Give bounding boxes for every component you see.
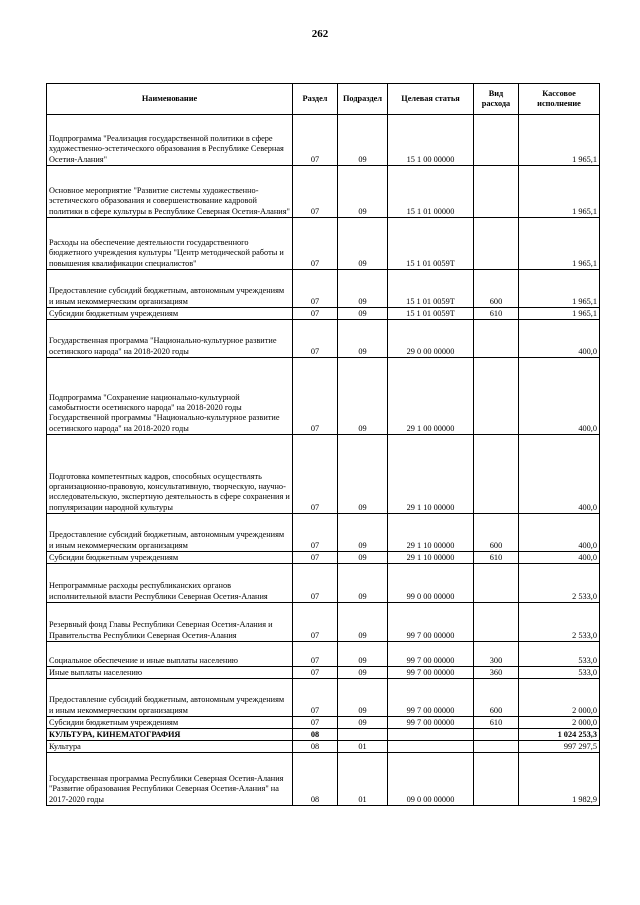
row-subsection: 09 <box>338 717 388 729</box>
row-section: 07 <box>293 270 338 308</box>
row-exp-type <box>474 166 519 218</box>
row-exp-type <box>474 603 519 642</box>
row-name: Предоставление субсидий бюджетным, автономным учреждениям и иным некоммерческим организациям <box>47 679 293 717</box>
row-target: 15 1 01 0059Т <box>388 308 474 320</box>
row-section: 07 <box>293 435 338 514</box>
row-name: Государственная программа "Национально-культурное развитие осетинского народа" на 2018-2020 годы <box>47 320 293 358</box>
table-row <box>47 753 600 806</box>
table-row <box>47 729 600 741</box>
table-row <box>47 218 600 270</box>
row-target: 29 1 10 00000 <box>388 435 474 514</box>
row-target: 29 1 00 00000 <box>388 358 474 435</box>
row-subsection: 09 <box>338 667 388 679</box>
table-row <box>47 679 600 717</box>
row-target: 09 0 00 00000 <box>388 753 474 806</box>
table-row <box>47 166 600 218</box>
row-amount: 997 297,5 <box>519 741 600 753</box>
row-name: Подготовка компетентных кадров, способных осуществлять организационно-правовую, консультативную, творческую, научно-исследовательскую, экспертную деятельность в сфере сохранения и популяризации народной культуры <box>47 435 293 514</box>
row-subsection: 09 <box>338 552 388 564</box>
row-subsection: 09 <box>338 308 388 320</box>
row-name: Государственная программа Республики Северная Осетия-Алания "Развитие образования Республики Северная Осетия-Алания" на 2017-2020 годы <box>47 753 293 806</box>
table-row <box>47 270 600 308</box>
table-row <box>47 741 600 753</box>
row-subsection: 09 <box>338 358 388 435</box>
row-target: 99 7 00 00000 <box>388 717 474 729</box>
budget-table <box>46 83 600 806</box>
table-row <box>47 642 600 667</box>
row-name: Культура <box>47 741 293 753</box>
row-subsection: 09 <box>338 603 388 642</box>
page-number: 262 <box>311 28 329 40</box>
row-subsection: 09 <box>338 270 388 308</box>
table-row <box>47 514 600 552</box>
row-name: Непрограммные расходы республиканских органов исполнительной власти Республики Северная Осетия-Алания <box>47 564 293 603</box>
row-section: 08 <box>293 729 338 741</box>
row-exp-type <box>474 564 519 603</box>
row-subsection: 09 <box>338 435 388 514</box>
row-section: 07 <box>293 603 338 642</box>
row-amount: 1 965,1 <box>519 166 600 218</box>
row-amount: 1 965,1 <box>519 218 600 270</box>
table-row <box>47 603 600 642</box>
row-name: Социальное обеспечение и иные выплаты населению <box>47 642 293 667</box>
row-section: 08 <box>293 753 338 806</box>
table-row <box>47 717 600 729</box>
table-row <box>47 552 600 564</box>
row-name: Подпрограмма "Реализация государственной политики в сфере художественно-эстетического образования в Республике Северная Осетия-Алания" <box>47 115 293 166</box>
row-section: 07 <box>293 717 338 729</box>
header-amount: Кассовое исполнение <box>519 84 600 115</box>
row-amount: 1 965,1 <box>519 308 600 320</box>
row-amount: 1 965,1 <box>519 115 600 166</box>
row-subsection: 09 <box>338 564 388 603</box>
row-target: 15 1 01 0059Т <box>388 270 474 308</box>
row-target: 29 0 00 00000 <box>388 320 474 358</box>
row-subsection: 09 <box>338 166 388 218</box>
row-amount: 1 982,9 <box>519 753 600 806</box>
row-name: Субсидии бюджетным учреждениям <box>47 308 293 320</box>
row-amount: 2 000,0 <box>519 717 600 729</box>
row-subsection: 09 <box>338 642 388 667</box>
table-row <box>47 435 600 514</box>
row-exp-type <box>474 729 519 741</box>
row-name: Подпрограмма "Сохранение национально-культурной самобытности осетинского народа" на 2018-2020 годы Государственной программы "Национально-культурное развитие осетинского народа" на 2018-2020 годы <box>47 358 293 435</box>
row-amount: 400,0 <box>519 552 600 564</box>
row-name: Резервный фонд Главы Республики Северная Осетия-Алания и Правительства Республики Северная Осетия-Алания <box>47 603 293 642</box>
row-amount: 2 533,0 <box>519 603 600 642</box>
row-section: 07 <box>293 514 338 552</box>
row-section: 07 <box>293 308 338 320</box>
row-subsection: 09 <box>338 320 388 358</box>
row-exp-type <box>474 358 519 435</box>
row-target: 99 7 00 00000 <box>388 603 474 642</box>
row-section: 07 <box>293 667 338 679</box>
row-section: 07 <box>293 552 338 564</box>
table-row <box>47 358 600 435</box>
table-header-row <box>47 84 600 115</box>
row-exp-type: 610 <box>474 717 519 729</box>
row-section: 08 <box>293 741 338 753</box>
row-amount: 2 000,0 <box>519 679 600 717</box>
row-target <box>388 741 474 753</box>
row-subsection: 09 <box>338 218 388 270</box>
row-name: Субсидии бюджетным учреждениям <box>47 552 293 564</box>
row-amount: 1 965,1 <box>519 270 600 308</box>
row-name: Предоставление субсидий бюджетным, автономным учреждениям и иным некоммерческим организациям <box>47 270 293 308</box>
row-amount: 400,0 <box>519 514 600 552</box>
row-name: Расходы на обеспечение деятельности государственного бюджетного учреждения культуры "Центр методической работы и повышения квалификации специалистов" <box>47 218 293 270</box>
table-row <box>47 564 600 603</box>
row-subsection: 01 <box>338 753 388 806</box>
row-name: КУЛЬТУРА, КИНЕМАТОГРАФИЯ <box>47 729 293 741</box>
row-target: 15 1 01 0059Т <box>388 218 474 270</box>
row-amount: 533,0 <box>519 642 600 667</box>
row-exp-type: 610 <box>474 552 519 564</box>
row-target <box>388 729 474 741</box>
row-exp-type <box>474 753 519 806</box>
row-target: 99 0 00 00000 <box>388 564 474 603</box>
table-row <box>47 115 600 166</box>
row-exp-type: 610 <box>474 308 519 320</box>
table-row <box>47 667 600 679</box>
header-name: Наименование <box>47 84 293 115</box>
row-subsection: 09 <box>338 115 388 166</box>
row-section: 07 <box>293 166 338 218</box>
row-target: 29 1 10 00000 <box>388 514 474 552</box>
row-section: 07 <box>293 679 338 717</box>
row-exp-type: 600 <box>474 679 519 717</box>
row-exp-type <box>474 320 519 358</box>
row-exp-type: 300 <box>474 642 519 667</box>
header-exp-type: Вид расхода <box>474 84 519 115</box>
row-amount: 400,0 <box>519 435 600 514</box>
header-section: Раздел <box>293 84 338 115</box>
row-target: 99 7 00 00000 <box>388 642 474 667</box>
row-target: 99 7 00 00000 <box>388 679 474 717</box>
row-amount: 2 533,0 <box>519 564 600 603</box>
header-subsection: Подраздел <box>338 84 388 115</box>
row-target: 29 1 10 00000 <box>388 552 474 564</box>
row-exp-type: 360 <box>474 667 519 679</box>
row-section: 07 <box>293 115 338 166</box>
row-amount: 400,0 <box>519 320 600 358</box>
row-subsection: 09 <box>338 514 388 552</box>
row-section: 07 <box>293 218 338 270</box>
row-name: Предоставление субсидий бюджетным, автономным учреждениям и иным некоммерческим организациям <box>47 514 293 552</box>
row-section: 07 <box>293 358 338 435</box>
row-exp-type <box>474 741 519 753</box>
row-subsection <box>338 729 388 741</box>
row-amount: 533,0 <box>519 667 600 679</box>
row-name: Субсидии бюджетным учреждениям <box>47 717 293 729</box>
header-target: Целевая статья <box>388 84 474 115</box>
row-subsection: 01 <box>338 741 388 753</box>
row-exp-type <box>474 115 519 166</box>
table-row <box>47 320 600 358</box>
row-amount: 1 024 253,3 <box>519 729 600 741</box>
row-exp-type <box>474 218 519 270</box>
table-row <box>47 308 600 320</box>
row-subsection: 09 <box>338 679 388 717</box>
row-amount: 400,0 <box>519 358 600 435</box>
row-exp-type <box>474 435 519 514</box>
row-target: 99 7 00 00000 <box>388 667 474 679</box>
row-exp-type: 600 <box>474 514 519 552</box>
row-exp-type: 600 <box>474 270 519 308</box>
row-section: 07 <box>293 564 338 603</box>
row-section: 07 <box>293 320 338 358</box>
row-target: 15 1 01 00000 <box>388 166 474 218</box>
row-name: Иные выплаты населению <box>47 667 293 679</box>
row-section: 07 <box>293 642 338 667</box>
row-target: 15 1 00 00000 <box>388 115 474 166</box>
row-name: Основное мероприятие "Развитие системы художественно-эстетического образования и совершенствование кадровой политики в сфере культуры в Республике Северная Осетия-Алания" <box>47 166 293 218</box>
